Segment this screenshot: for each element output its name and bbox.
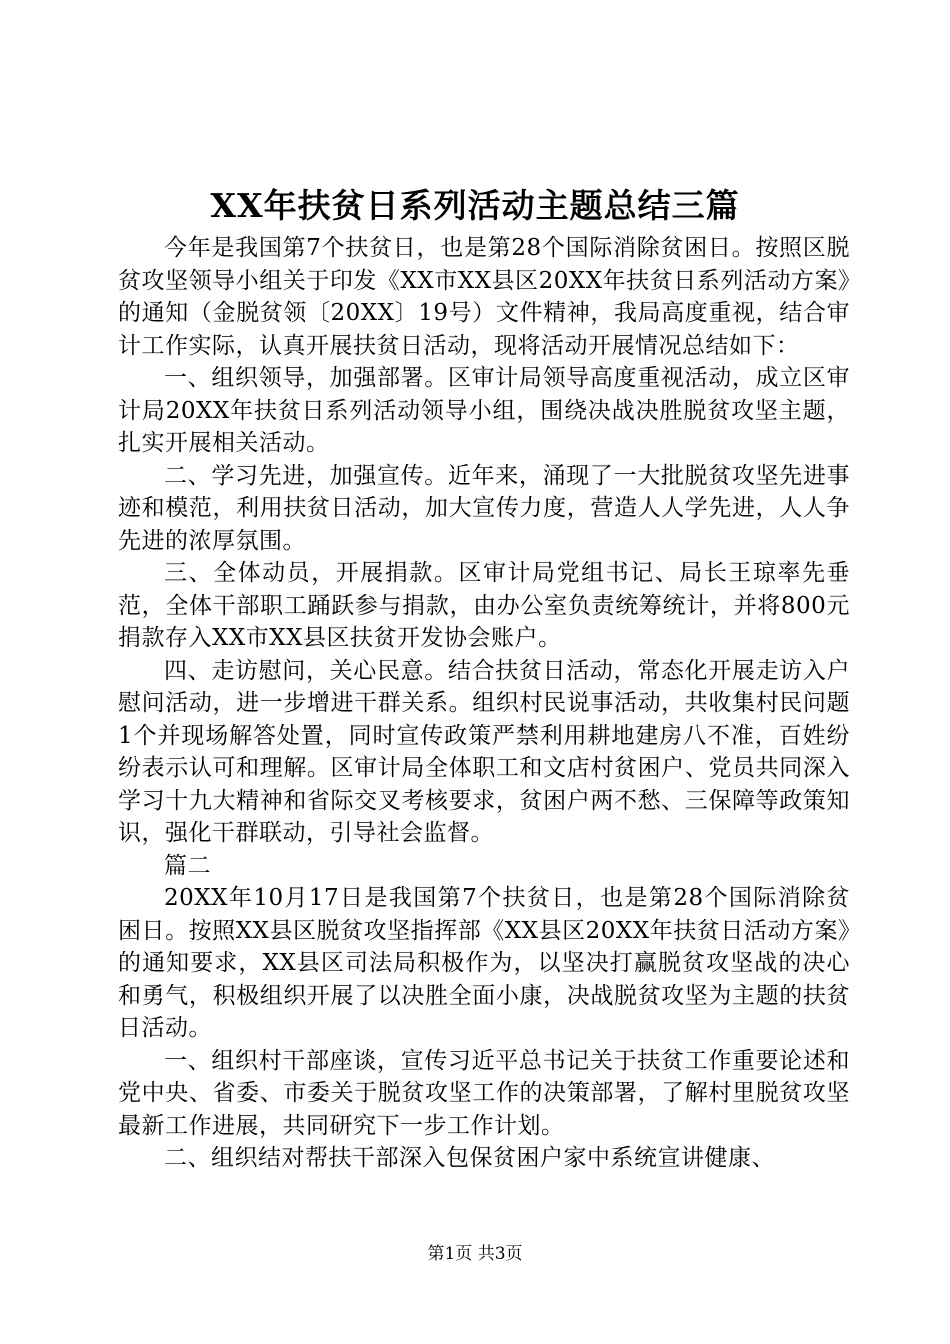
paragraph-section-3: 三、全体动员，开展捐款。区审计局党组书记、局长王琼率先垂范，全体干部职工踊跃参与捐款，由办公室负责统筹统计，并将800元捐款存入XX市XX县区扶贫开发协会账户。 xyxy=(118,560,850,651)
document-body xyxy=(118,232,850,1175)
section-heading-part-2: 篇二 xyxy=(164,852,211,879)
paragraph-section-2: 二、学习先进，加强宣传。近年来，涌现了一大批脱贫攻坚先进事迹和模范，利用扶贫日活动，加大宣传力度，营造人人学先进，人人争先进的浓厚氛围。 xyxy=(118,462,850,554)
paragraph-part-2-section-2: 二、组织结对帮扶干部深入包保贫困户家中系统宣讲健康、 xyxy=(164,1145,775,1171)
paragraph-part-2-section-1: 一、组织村干部座谈，宣传习近平总书记关于扶贫工作重要论述和党中央、省委、市委关于脱贫攻坚工作的决策部署，了解村里脱贫攻坚最新工作进展，共同研究下一步工作计划。 xyxy=(118,1047,850,1139)
paragraph-intro: 今年是我国第7个扶贫日，也是第28个国际消除贫困日。按照区脱贫攻坚领导小组关于印发《XX市XX县区20XX年扶贫日系列活动方案》的通知（金脱贫领〔20XX〕19号）文件精神，我局高度重视，结合审计工作实际，认真开展扶贫日活动，现将活动开展情况总结如下： xyxy=(118,235,850,359)
document-title: XX年扶贫日系列活动主题总结三篇 xyxy=(210,186,740,225)
paragraph-section-4: 四、走访慰问，关心民意。结合扶贫日活动，常态化开展走访入户慰问活动，进一步增进干群关系。组织村民说事活动，共收集村民问题1个并现场解答处置，同时宣传政策严禁利用耕地建房八不准，百姓纷纷表示认可和理解。区审计局全体职工和文店村贫困户、党员共同深入学习十九大精神和省际交叉考核要求，贫困户两不愁、三保障等政策知识，强化干群联动，引导社会监督。 xyxy=(118,657,850,846)
paragraph-part-2-intro: 20XX年10月17日是我国第7个扶贫日，也是第28个国际消除贫困日。按照XX县区脱贫攻坚指挥部《XX县区20XX年扶贫日活动方案》的通知要求，XX县区司法局积极作为，以坚决打赢脱贫攻坚战的决心和勇气，积极组织开展了以决胜全面小康，决战脱贫攻坚为主题的扶贫日活动。 xyxy=(118,885,850,1041)
paragraph-section-1: 一、组织领导，加强部署。区审计局领导高度重视活动，成立区审计局20XX年扶贫日系列活动领导小组，围绕决战决胜脱贫攻坚主题，扎实开展相关活动。 xyxy=(118,365,850,456)
page-footer: 第1页 共3页 xyxy=(427,1244,523,1264)
